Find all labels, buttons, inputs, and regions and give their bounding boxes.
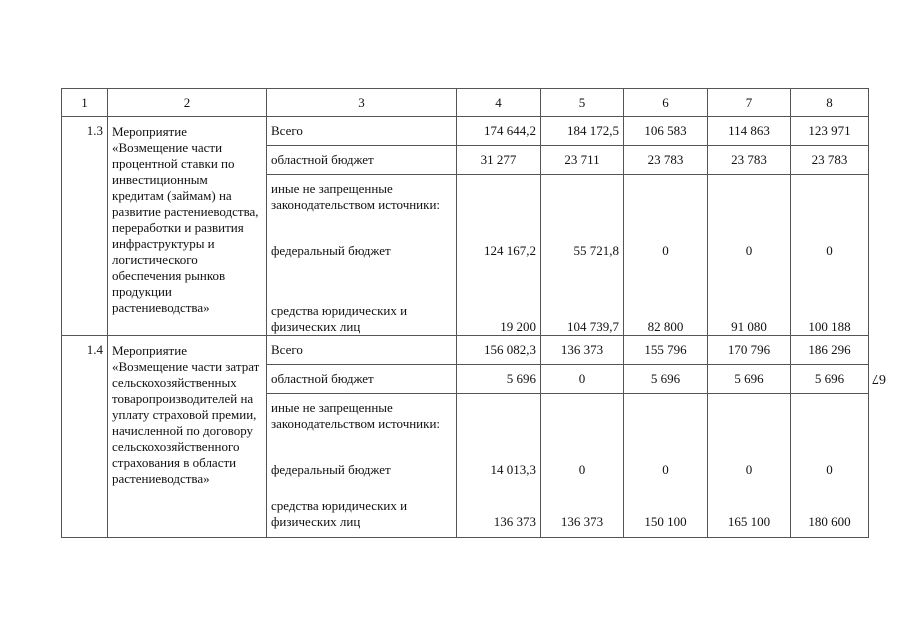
regional-value: 5 696 <box>624 365 708 394</box>
legal-value: 19 200 <box>500 319 536 334</box>
other-sources-label: иные не запрещенные законодательством источники: <box>271 181 441 212</box>
header-cell: 3 <box>267 89 457 117</box>
regional-value: 23 783 <box>708 146 791 175</box>
table-row <box>62 336 869 365</box>
regional-value: 0 <box>541 365 624 394</box>
total-value: 106 583 <box>624 117 708 146</box>
legal-value: 136 373 <box>560 514 604 529</box>
total-label: Всего <box>267 336 457 365</box>
federal-value: 0 <box>826 462 833 477</box>
row-index: 1.4 <box>62 336 108 538</box>
total-value: 184 172,5 <box>541 117 624 146</box>
row-description: Мероприятие «Возмещение части затрат сельскохозяйственных товаропроизводителей на уплату страховой премии, начисленной по договору сельскохозяйственного страхования в области растениеводства» <box>108 336 267 538</box>
header-cell: 6 <box>624 89 708 117</box>
regional-value: 31 277 <box>457 146 541 175</box>
total-value: 156 082,3 <box>457 336 541 365</box>
sources-values <box>791 175 869 336</box>
header-cell: 8 <box>791 89 869 117</box>
federal-value: 124 167,2 <box>484 243 536 258</box>
total-value: 136 373 <box>541 336 624 365</box>
federal-label: федеральный бюджет <box>271 462 391 477</box>
header-row <box>62 89 869 117</box>
legal-value: 100 188 <box>808 319 851 334</box>
total-value: 170 796 <box>708 336 791 365</box>
regional-label: областной бюджет <box>267 365 457 394</box>
legal-value: 180 600 <box>808 514 851 529</box>
regional-value: 5 696 <box>708 365 791 394</box>
regional-value: 23 783 <box>624 146 708 175</box>
header-cell: 7 <box>708 89 791 117</box>
sources-values <box>457 175 541 336</box>
federal-value: 0 <box>662 243 669 258</box>
table-row <box>62 117 869 146</box>
total-value: 123 971 <box>791 117 869 146</box>
header-cell: 2 <box>108 89 267 117</box>
header-cell: 1 <box>62 89 108 117</box>
total-label: Всего <box>267 117 457 146</box>
legal-value: 136 373 <box>493 514 536 529</box>
legal-value: 91 080 <box>731 319 767 334</box>
sources-values <box>624 394 708 538</box>
sources-cell <box>267 394 457 538</box>
regional-value: 5 696 <box>457 365 541 394</box>
header-cell: 5 <box>541 89 624 117</box>
sources-values <box>624 175 708 336</box>
regional-value: 5 696 <box>791 365 869 394</box>
federal-value: 0 <box>826 243 833 258</box>
sources-values <box>708 394 791 538</box>
sources-values <box>541 175 624 336</box>
federal-label: федеральный бюджет <box>271 243 391 258</box>
sources-cell <box>267 175 457 336</box>
legal-label: средства юридических и физических лиц <box>271 303 408 334</box>
legal-value: 165 100 <box>727 514 771 529</box>
budget-table <box>61 88 869 538</box>
total-value: 186 296 <box>791 336 869 365</box>
total-value: 114 863 <box>708 117 791 146</box>
row-description: Мероприятие «Возмещение части процентной ставки по инвестиционным кредитам (займам) на развитие растениеводства, переработки и развития инфраструктуры и логистического обеспечения рынков продукции растениеводства» <box>108 117 267 336</box>
legal-label: средства юридических и физических лиц <box>271 498 408 529</box>
page-number: 67 <box>872 371 886 386</box>
federal-value: 0 <box>745 243 753 258</box>
federal-value: 0 <box>662 462 669 477</box>
regional-label: областной бюджет <box>267 146 457 175</box>
federal-value: 0 <box>745 462 753 477</box>
total-value: 174 644,2 <box>457 117 541 146</box>
legal-value: 104 739,7 <box>567 319 619 334</box>
regional-value: 23 711 <box>541 146 624 175</box>
sources-values <box>791 394 869 538</box>
total-value: 155 796 <box>624 336 708 365</box>
federal-value: 14 013,3 <box>490 462 536 477</box>
row-index: 1.3 <box>62 117 108 336</box>
sources-values <box>541 394 624 538</box>
sources-values <box>708 175 791 336</box>
legal-value: 82 800 <box>647 319 684 334</box>
header-cell: 4 <box>457 89 541 117</box>
other-sources-label: иные не запрещенные законодательством источники: <box>271 400 441 431</box>
federal-value: 55 721,8 <box>573 243 619 258</box>
sources-values <box>457 394 541 538</box>
legal-value: 150 100 <box>644 514 687 529</box>
regional-value: 23 783 <box>791 146 869 175</box>
federal-value: 0 <box>578 462 586 477</box>
